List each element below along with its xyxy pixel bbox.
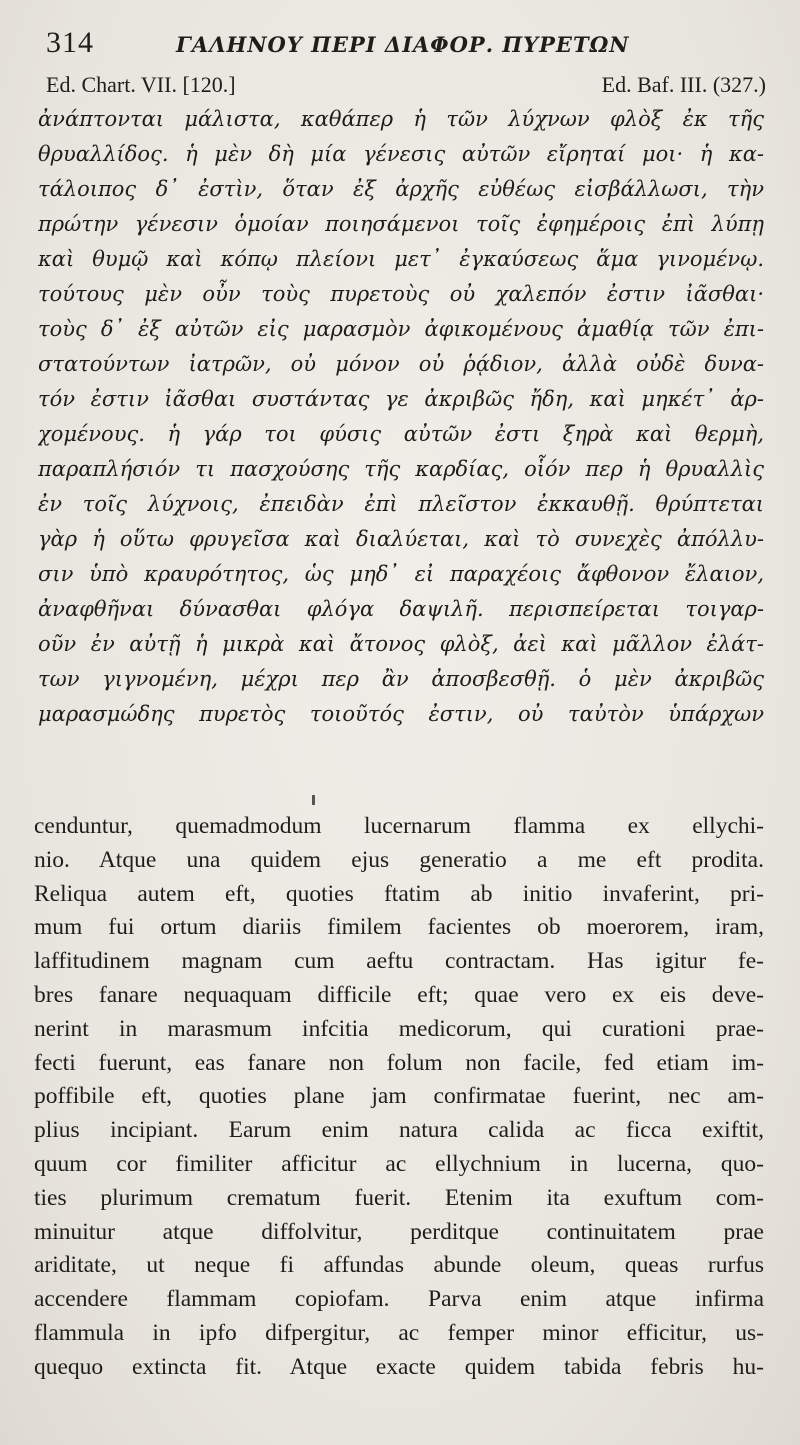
greek-text-block [38,102,764,732]
latin-text-line: plius incipiant. Earum enim natura calida ac ficca exiftit, [34,1117,764,1144]
section-divider-mark [312,795,315,805]
latin-text-line: laffitudinem magnam cum aeftu contractam. Has igitur fe- [34,948,764,975]
latin-text-line: cenduntur, quemadmodum lucernarum flamma ex ellychi- [34,813,764,839]
greek-text-line: μαρασμώδης πυρετὸς τοιοῦτός ἐστιν, οὐ ταὐτὸν ὑπάρχων [38,702,764,726]
page-header [46,26,760,66]
page-number: 314 [46,26,94,59]
latin-text-line: flammula in ipfo difpergitur, ac femper minor efficitur, us- [34,1319,764,1346]
greek-text-line: παραπλήσιόν τι πασχούσης τῆς καρδίας, οἷόν περ ἡ θρυαλλὶς [38,457,764,481]
greek-text-line: θρυαλλίδος. ἡ μὲν δὴ μία γένεσις αὐτῶν εἴρηταί μοι· ἡ κα- [38,142,764,166]
greek-text-line: πρώτην γένεσιν ὁμοίαν ποιησάμενοι τοῖς ἐφημέροις ἐπὶ λύπῃ [38,212,764,236]
latin-text-line: nio. Atque una quidem ejus generatio a me eft prodita. [34,846,764,873]
greek-text-line: στατούντων ἰατρῶν, οὐ μόνον οὐ ῥᾴδιον, ἀλλὰ οὐδὲ δυνα- [38,352,764,376]
latin-text-line: quum cor fimiliter afficitur ac ellychnium in lucerna, quo- [34,1150,764,1177]
greek-text-line: γὰρ ἡ οὕτω φρυγεῖσα καὶ διαλύεται, καὶ τὸ συνεχὲς ἀπόλλυ- [38,527,764,551]
latin-text-line: Reliqua autem eft, quoties ftatim ab initio invaferint, pri- [34,880,764,907]
latin-text-line: ties plurimum crematum fuerit. Etenim ita exuftum com- [34,1184,764,1211]
greek-text-line: ἀναφθῆναι δύνασθαι φλόγα δαψιλῆ. περισπείρεται τοιγαρ- [38,597,764,621]
latin-text-line: fecti fuerunt, eas fanare non folum non facile, fed etiam im- [34,1049,764,1076]
latin-text-line: nerint in marasmum infcitia medicorum, qui curationi prae- [34,1015,764,1042]
greek-text-line: καὶ θυμῷ καὶ κόπῳ πλείονι μετ᾽ ἐγκαύσεως ἅμα γινομένῳ. [38,247,764,271]
edition-ref-chartier: Ed. Chart. VII. [120.] [46,72,236,97]
latin-text-block [34,810,764,1385]
latin-text-line: minuitur atque diffolvitur, perditque continuitatem prae [34,1218,764,1245]
latin-text-line: quequo extincta fit. Atque exacte quidem tabida febris hu- [34,1353,764,1380]
latin-text-line: mum fui ortum diariis fimilem facientes ob moerorem, iram, [34,914,764,941]
greek-text-line: ἀνάπτονται μάλιστα, καθάπερ ἡ τῶν λύχνων φλὸξ ἐκ τῆς [38,107,764,131]
greek-text-line: τάλοιπος δ᾽ ἐστὶν, ὅταν ἐξ ἀρχῆς εὐθέως εἰσβάλλωσι, τὴν [38,177,764,201]
greek-text-line: ἐν τοῖς λύχνοις, ἐπειδὰν ἐπὶ πλεῖστον ἐκκαυθῇ. θρύπτεται [38,492,764,516]
greek-text-line: οῦν ἐν αὐτῇ ἡ μικρὰ καὶ ἄτονος φλὸξ, ἀεὶ καὶ μᾶλλον ἐλάτ- [38,632,764,656]
edition-references [46,72,766,102]
running-head: ΓΑΛΗΝΟΥ ΠΕΡΙ ΔΙΑΦΟΡ. ΠΥΡΕΤΩΝ [176,32,630,57]
latin-text-line: poffibile eft, quoties plane jam confirmatae fuerint, nec am- [34,1083,764,1110]
latin-text-line: bres fanare nequaquam difficile eft; quae vero ex eis deve- [34,981,764,1008]
latin-text-line: ariditate, ut neque fi affundas abunde oleum, queas rurfus [34,1252,764,1279]
greek-text-line: σιν ὑπὸ κραυρότητος, ὡς μηδ᾽ εἰ παραχέοις ἄφθονον ἔλαιον, [38,562,764,586]
greek-text-line: χομένους. ἡ γάρ τοι φύσις αὐτῶν ἐστι ξηρὰ καὶ θερμὴ, [38,422,764,446]
latin-text-line: accendere flammam copiofam. Parva enim atque infirma [34,1286,764,1313]
edition-ref-basel: Ed. Baf. III. (327.) [601,72,766,97]
greek-text-line: τοὺς δ᾽ ἐξ αὐτῶν εἰς μαρασμὸν ἀφικομένους ἀμαθίᾳ τῶν ἐπι- [38,317,764,341]
greek-text-line: των γιγνομένη, μέχρι περ ἂν ἀποσβεσθῇ. ὁ μὲν ἀκριβῶς [38,667,764,691]
greek-text-line: τούτους μὲν οὖν τοὺς πυρετοὺς οὐ χαλεπόν ἐστιν ἰᾶσθαι· [38,282,764,306]
greek-text-line: τόν ἐστιν ἰᾶσθαι συστάντας γε ἀκριβῶς ἤδη, καὶ μηκέτ᾽ ἀρ- [38,387,764,411]
